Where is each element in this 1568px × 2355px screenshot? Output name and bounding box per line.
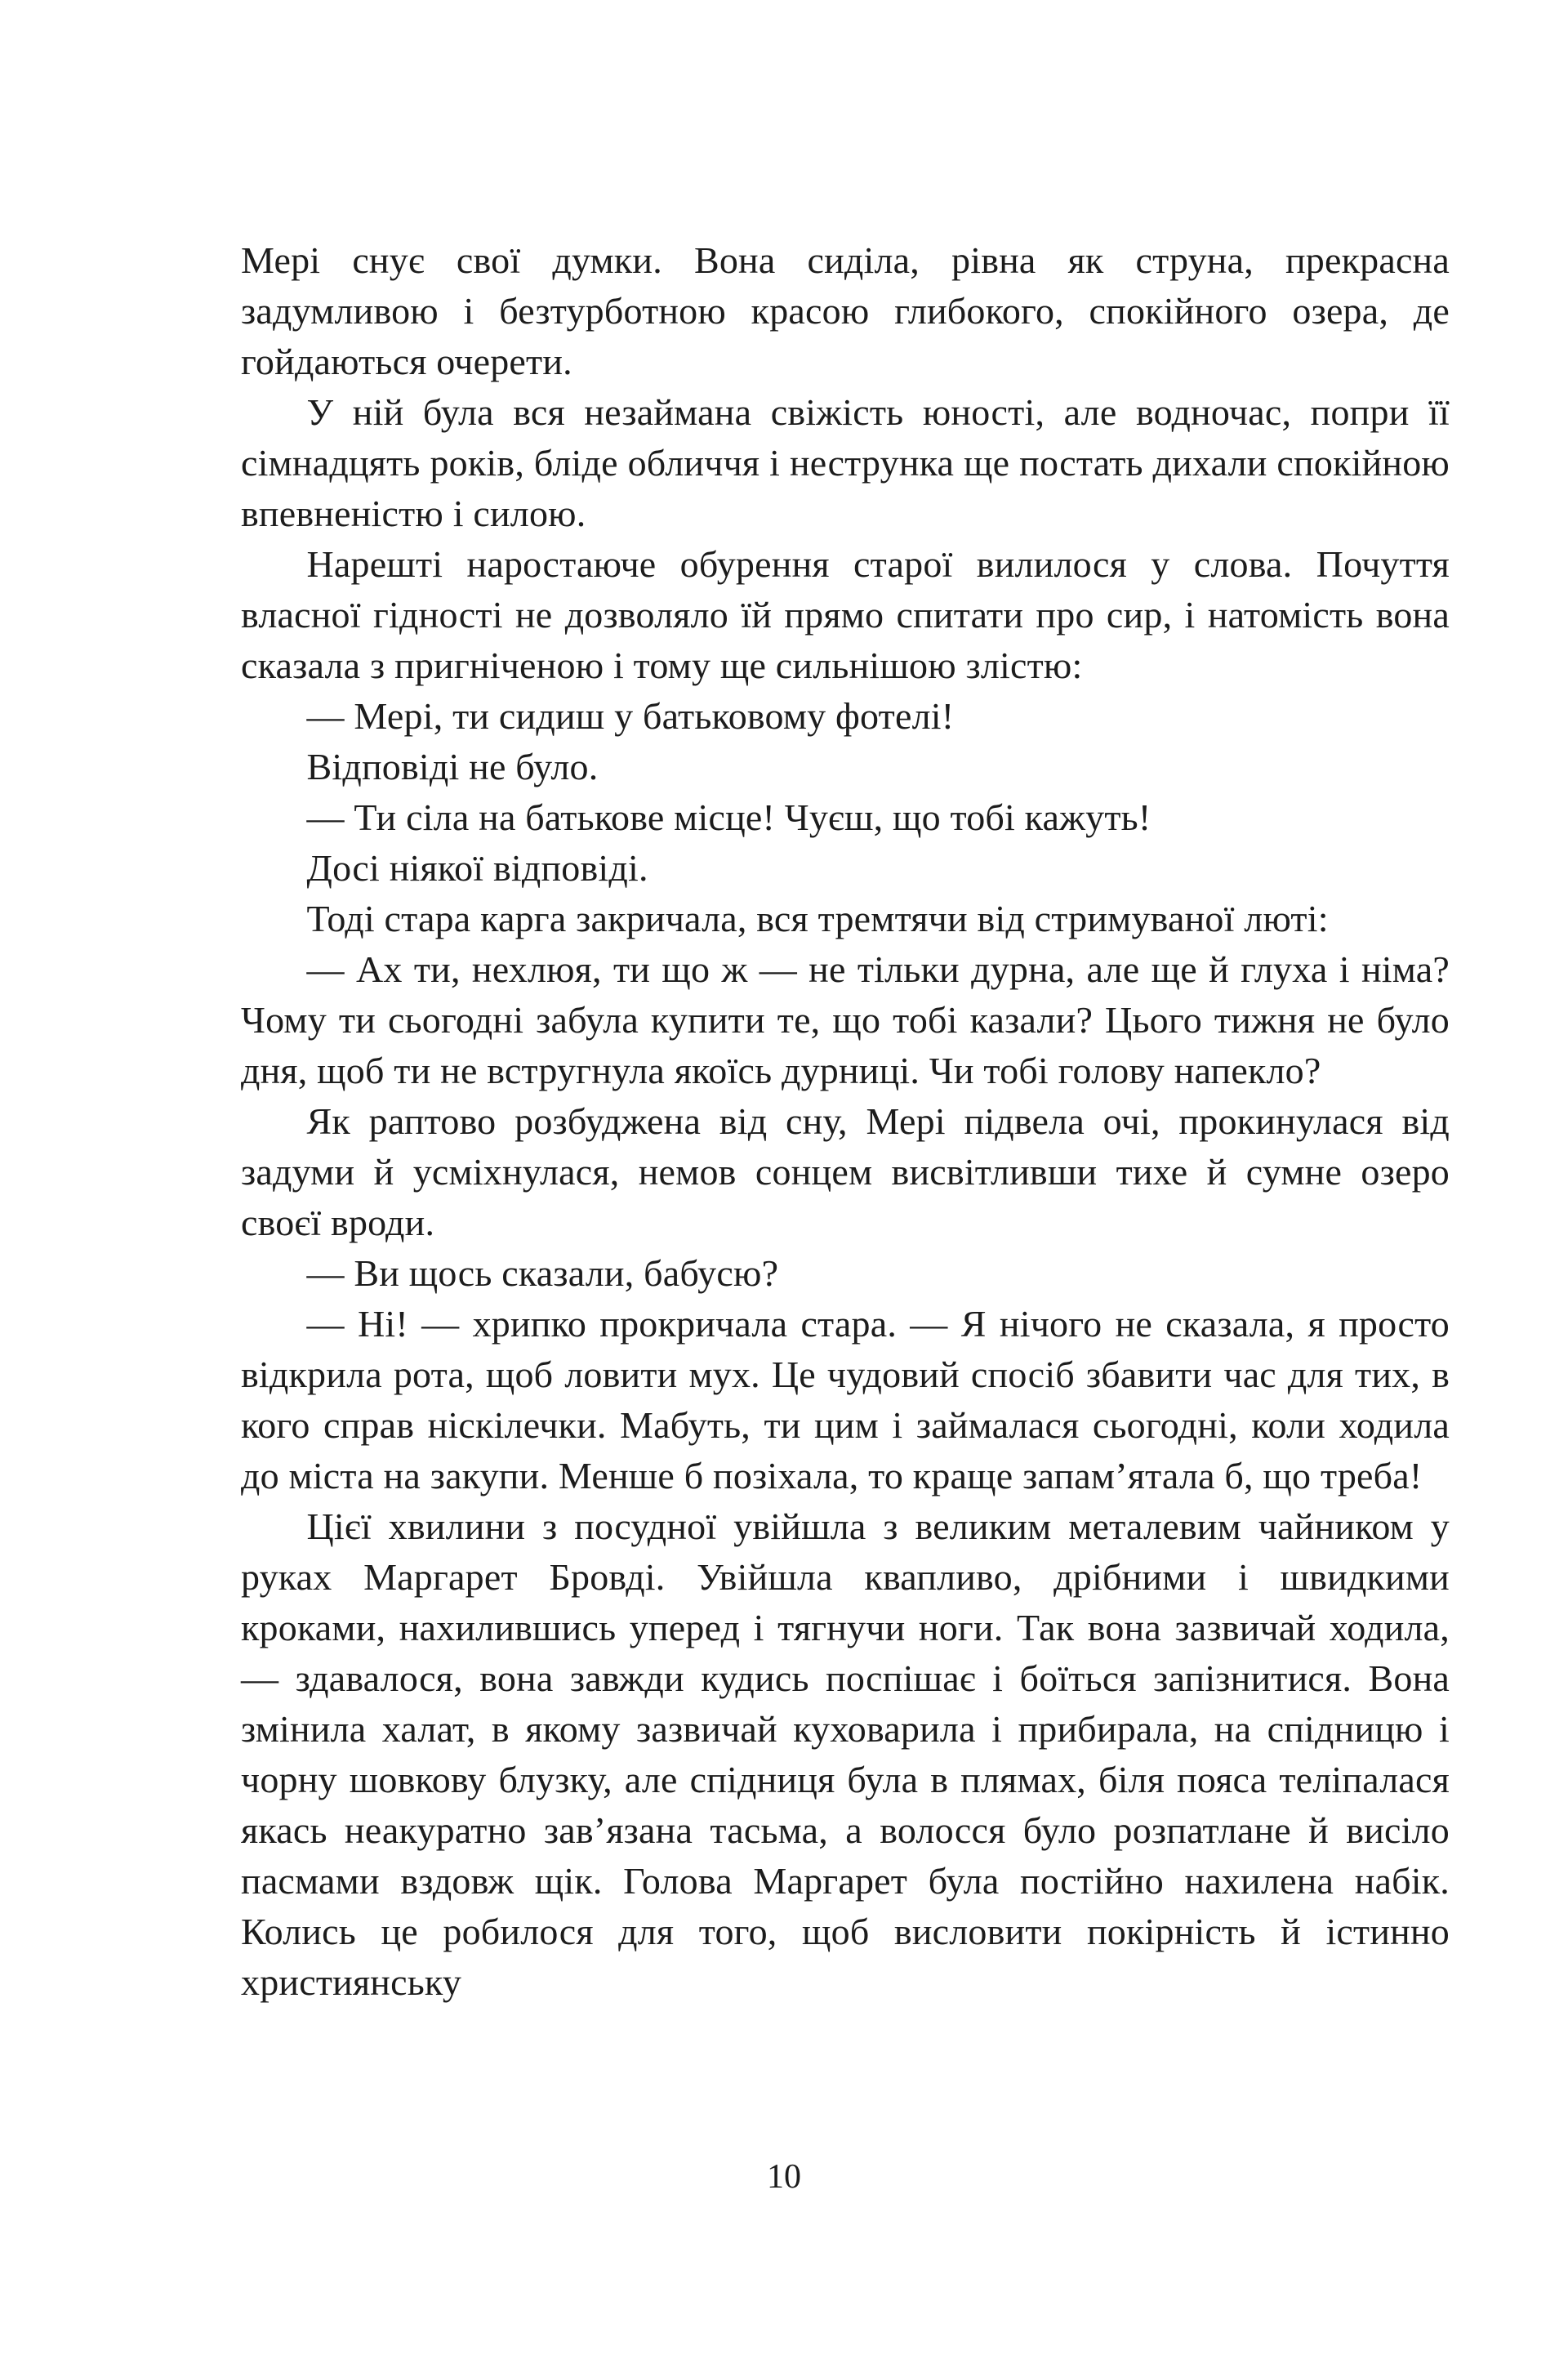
paragraph: Досі ніякої відповіді.	[306, 847, 648, 889]
paragraph-dialogue: — Ти сіла на батькове місце! Чуєш, що тобі кажуть!	[306, 796, 1152, 838]
paragraph-dialogue: — Мері, ти сидиш у батьковому фотелі!	[306, 695, 955, 737]
paragraph-dialogue: — Ах ти, нехлюя, ти що ж — не тільки дурна, але ще й глуха і німа? Чому ти сьогодні забула купити те, що тобі казали? Цього тижня не було дня, щоб ти не встругнула якоїсь дурниці. Чи тобі голову напекло?	[241, 948, 1450, 1091]
paragraph-dialogue: — Ні! — хрипко прокричала стара. — Я нічого не сказала, я просто відкрила рота, щоб ловити мух. Це чудовий спосіб збавити час для тих, в кого справ ніскілечки. Мабуть, ти цим і займалася сьогодні, коли ходила до міста на закупи. Менше б позіхала, то краще запам’ятала б, що треба!	[241, 1303, 1450, 1496]
paragraph: Мері снує свої думки. Вона сиділа, рівна як струна, прекрасна задумливою і безтурботною красою глибокого, спокійного озера, де гойдаються очерети.	[241, 239, 1450, 382]
page-text-block	[241, 235, 1450, 2008]
paragraph: Цієї хвилини з посудної увійшла з великим металевим чайником у руках Маргарет Бровді. Увійшла квапливо, дрібними і швидкими кроками, нахилившись уперед і тягнучи ноги. Так вона зазвичай ходила, — здавалося, вона завжди кудись поспішає і боїться запізнитися. Вона змінила халат, в якому зазвичай куховарила і прибирала, на спідницю і чорну шовкову блузку, але спідниця була в плямах, біля пояса теліпалася якась неакуратно зав’язана тасьма, а волосся було розпатлане й висіло пасмами вздовж щік. Голова Маргарет була постійно нахилена набік. Колись це робилося для того, щоб висловити покірність й істинно християнську	[241, 1505, 1450, 2003]
paragraph: Відповіді не було.	[306, 746, 599, 787]
paragraph: Як раптово розбуджена від сну, Мері підвела очі, прокинулася від задуми й усміхнулася, немов сонцем висвітливши тихе й сумне озеро своєї вроди.	[241, 1100, 1450, 1243]
paragraph: Тоді стара карга закричала, вся тремтячи від стримуваної люті:	[306, 898, 1329, 939]
page-number: 10	[767, 2158, 801, 2196]
paragraph: Нарешті наростаюче обурення старої вилилося у слова. Почуття власної гідності не дозволяло їй прямо спитати про сир, і натомість вона сказала з пригніченою і тому ще сильнішою злістю:	[241, 543, 1450, 686]
paragraph-dialogue: — Ви щось сказали, бабусю?	[306, 1252, 779, 1294]
paragraph: У ній була вся незаймана свіжість юності, але водночас, попри її сімнадцять років, бліде обличчя і неструнка ще постать дихали спокійною впевненістю і силою.	[241, 391, 1450, 534]
